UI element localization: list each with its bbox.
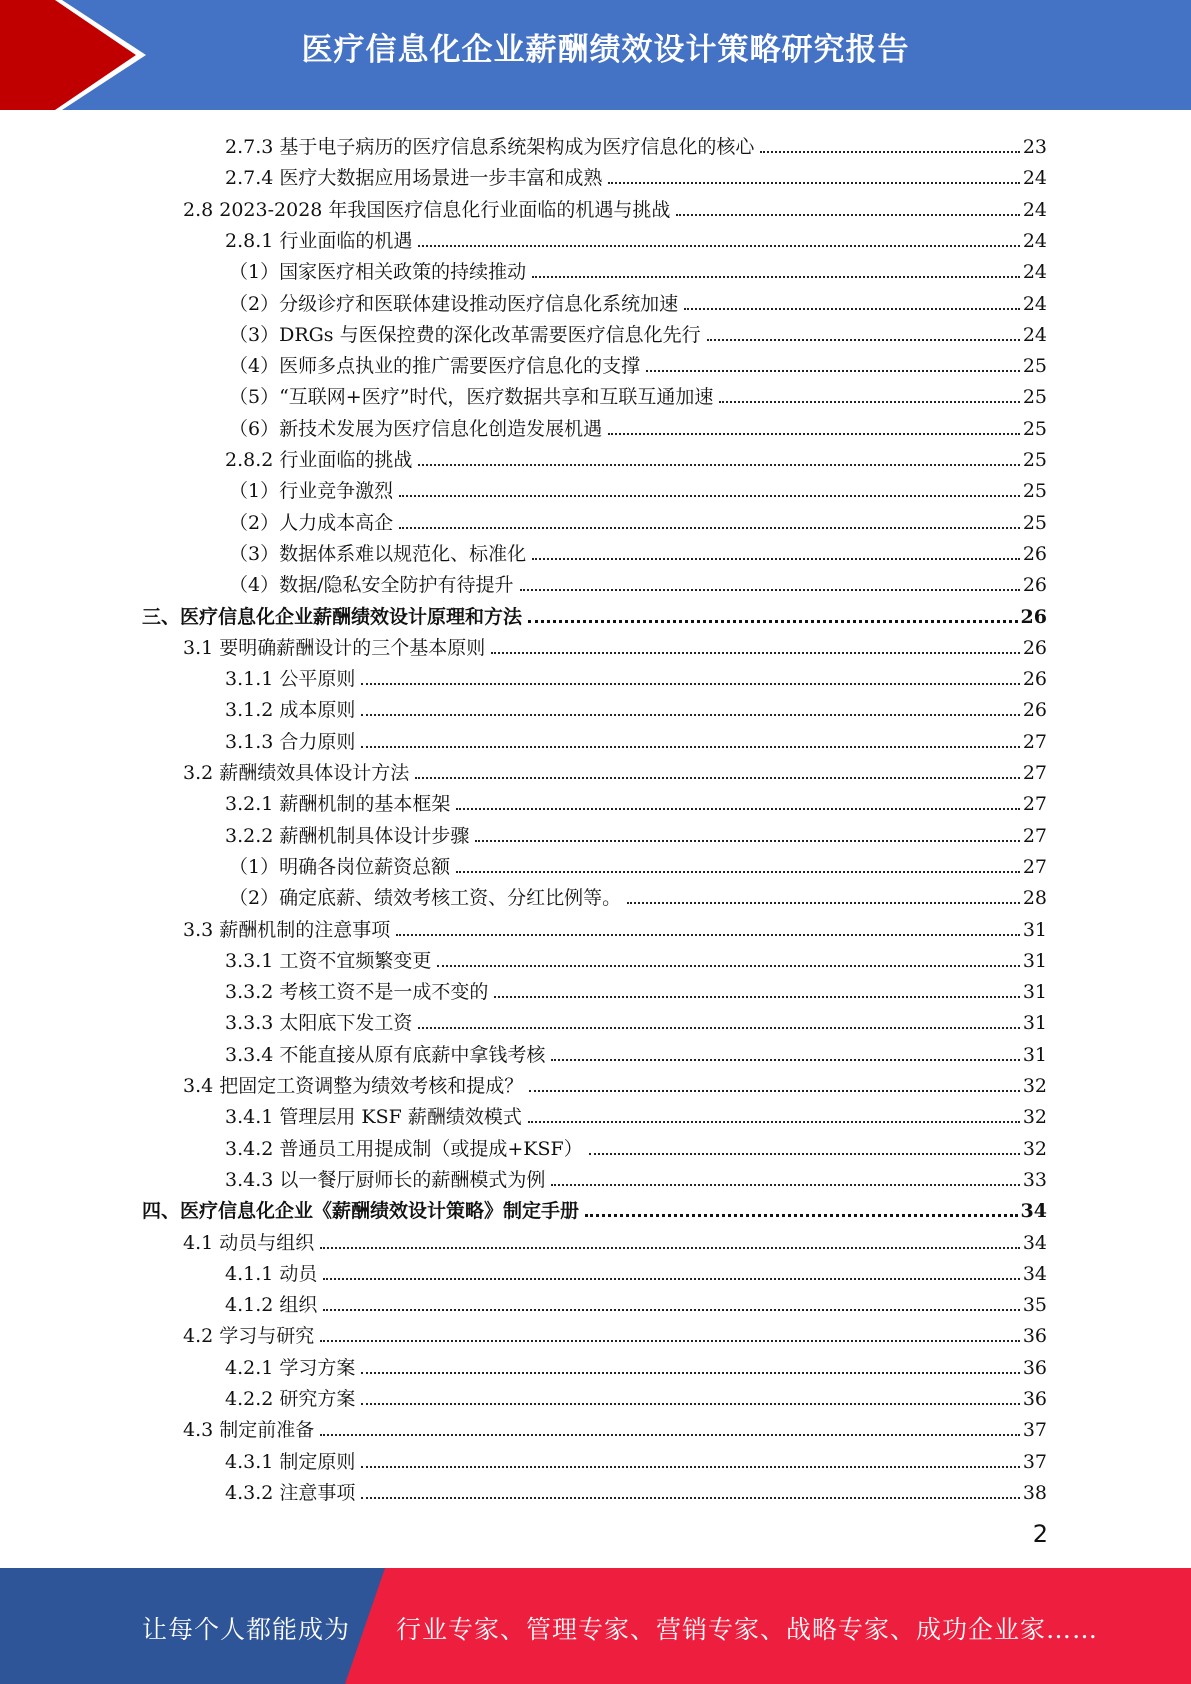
toc-entry-page: 26 <box>1022 636 1047 659</box>
toc-entry-page: 35 <box>1022 1294 1047 1317</box>
toc-entry[interactable] <box>229 409 1047 440</box>
toc-entry-page: 31 <box>1022 1012 1047 1035</box>
toc-entry-page: 37 <box>1022 1419 1047 1442</box>
toc-leader-dots <box>418 245 1019 247</box>
toc-entry-label: 3.2.2 薪酬机制具体设计步骤 <box>225 824 470 847</box>
toc-entry-label: 3.2.1 薪酬机制的基本框架 <box>225 793 451 816</box>
toc-entry-page: 37 <box>1022 1450 1047 1473</box>
toc-entry-label: 3.1 要明确薪酬设计的三个基本原则 <box>183 636 486 659</box>
toc-leader-dots <box>608 182 1019 184</box>
toc-entry-label: 三、医疗信息化企业薪酬绩效设计原理和方法 <box>142 605 523 628</box>
toc-entry[interactable] <box>142 1191 1047 1222</box>
toc-entry-page: 25 <box>1022 449 1047 471</box>
page-number: 2 <box>1032 1520 1048 1548</box>
toc-entry-label: （3）数据体系难以规范化、标准化 <box>229 542 527 565</box>
toc-leader-dots <box>361 1466 1019 1468</box>
toc-entry-label: （2）分级诊疗和医联体建设推动医疗信息化系统加速 <box>229 292 679 315</box>
toc-entry-label: 四、医疗信息化企业《薪酬绩效设计策略》制定手册 <box>142 1200 580 1223</box>
toc-leader-dots <box>520 589 1020 591</box>
toc-leader-dots <box>532 558 1020 560</box>
toc-entry[interactable] <box>225 1379 1047 1410</box>
toc-entry-page: 25 <box>1022 355 1047 378</box>
toc-entry-page: 26 <box>1022 668 1047 691</box>
toc-entry[interactable] <box>142 597 1047 628</box>
toc-entry-page: 27 <box>1022 793 1047 816</box>
toc-entry-page: 28 <box>1022 887 1047 910</box>
toc-entry-page: 34 <box>1022 1262 1047 1285</box>
toc-leader-dots <box>676 214 1019 216</box>
toc-entry-page: 24 <box>1022 229 1047 252</box>
toc-leader-dots <box>707 339 1020 341</box>
toc-leader-dots <box>532 276 1020 278</box>
toc-entry-label: 3.3.2 考核工资不是一成不变的 <box>225 981 489 1004</box>
toc-entry-label: 2.8.2 行业面临的挑战 <box>225 449 413 471</box>
toc-entry-page: 26 <box>1022 542 1047 565</box>
toc-entry-label: 4.1.1 动员 <box>225 1262 318 1285</box>
toc-entry[interactable] <box>229 847 1047 878</box>
toc-leader-dots <box>415 777 1020 779</box>
page-footer <box>0 1568 1191 1684</box>
toc-entry[interactable] <box>229 471 1047 502</box>
toc-entry-label: 3.3.3 太阳底下发工资 <box>225 1012 413 1035</box>
toc-leader-dots <box>361 683 1019 685</box>
toc-entry[interactable] <box>225 816 1047 847</box>
toc-leader-dots <box>323 1309 1019 1311</box>
toc-entry-page: 25 <box>1022 511 1047 534</box>
toc-entry-label: （1）国家医疗相关政策的持续推动 <box>229 261 527 284</box>
page-header <box>0 0 1191 110</box>
toc-entry[interactable] <box>183 910 1047 941</box>
toc-leader-dots <box>608 433 1020 435</box>
toc-entry[interactable] <box>225 1129 1047 1160</box>
toc-entry-label: 2.8.1 行业面临的机遇 <box>225 229 413 252</box>
toc-entry-label: 4.3.2 注意事项 <box>225 1481 356 1504</box>
footer-slogan-right: 行业专家、管理专家、营销专家、战略专家、成功企业家…… <box>396 1615 1099 1644</box>
toc-entry-label: 3.4.1 管理层用 KSF 薪酬绩效模式 <box>225 1106 522 1129</box>
toc-entry-label: 3.1.1 公平原则 <box>225 668 356 691</box>
toc-leader-dots <box>320 1340 1020 1342</box>
toc-entry[interactable] <box>183 1223 1047 1254</box>
toc-leader-dots <box>684 308 1020 310</box>
toc-entry-page: 24 <box>1022 167 1047 190</box>
toc-entry[interactable] <box>225 440 1047 471</box>
toc-entry[interactable] <box>183 1316 1047 1347</box>
toc-entry[interactable] <box>225 690 1047 721</box>
toc-entry-label: （4）医师多点执业的推广需要医疗信息化的支撑 <box>229 355 641 378</box>
toc-leader-dots <box>320 1247 1020 1249</box>
toc-entry-page: 27 <box>1022 730 1047 753</box>
toc-entry-page: 24 <box>1022 292 1047 315</box>
toc-entry[interactable] <box>229 252 1047 283</box>
toc-entry-label: （4）数据/隐私安全防护有待提升 <box>229 574 514 597</box>
toc-entry[interactable] <box>183 1066 1047 1097</box>
toc-leader-dots <box>719 401 1019 403</box>
toc-entry-label: 3.1.3 合力原则 <box>225 730 356 753</box>
toc-entry-page: 25 <box>1022 386 1047 409</box>
toc-entry-label: 3.3.1 工资不宜频繁变更 <box>225 949 432 972</box>
toc-entry-page: 31 <box>1022 918 1047 941</box>
toc-leader-dots <box>528 620 1018 623</box>
toc-leader-dots <box>456 871 1020 873</box>
toc-entry-label: 2.7.3 基于电子病历的医疗信息系统架构成为医疗信息化的核心 <box>225 136 755 158</box>
toc-entry[interactable] <box>225 1035 1047 1066</box>
toc-entry[interactable] <box>225 1442 1047 1473</box>
toc-leader-dots <box>437 965 1019 967</box>
toc-entry-page: 24 <box>1022 261 1047 284</box>
toc-leader-dots <box>551 1184 1019 1186</box>
toc-entry[interactable] <box>229 503 1047 534</box>
toc-entry-page: 31 <box>1022 981 1047 1004</box>
toc-entry[interactable] <box>183 190 1047 221</box>
toc-entry-page: 34 <box>1020 1200 1047 1223</box>
toc-entry-label: （2）确定底薪、绩效考核工资、分红比例等。 <box>229 887 622 910</box>
toc-leader-dots <box>361 1372 1019 1374</box>
toc-entry-page: 26 <box>1020 605 1047 628</box>
toc-entry-page: 36 <box>1022 1388 1047 1410</box>
toc-entry-page: 24 <box>1022 198 1047 221</box>
toc-leader-dots <box>399 527 1020 529</box>
toc-leader-dots <box>320 1434 1020 1436</box>
toc-leader-dots <box>551 1059 1019 1061</box>
toc-entry-label: 3.3 薪酬机制的注意事项 <box>183 918 391 941</box>
toc-entry-label: 4.3 制定前准备 <box>183 1419 315 1442</box>
toc-leader-dots <box>627 902 1020 904</box>
toc-entry-page: 31 <box>1022 1043 1047 1066</box>
toc-entry[interactable] <box>229 315 1047 346</box>
toc-entry-label: 3.4 把固定工资调整为绩效考核和提成？ <box>183 1075 524 1097</box>
toc-entry[interactable] <box>183 1410 1047 1441</box>
toc-entry-page: 27 <box>1022 824 1047 847</box>
toc-leader-dots <box>760 151 1019 153</box>
toc-entry-page: 27 <box>1022 762 1047 784</box>
toc-leader-dots <box>361 1403 1019 1405</box>
toc-entry[interactable] <box>225 1254 1047 1285</box>
toc-entry[interactable] <box>225 722 1047 753</box>
toc-entry[interactable] <box>225 1097 1047 1128</box>
toc-leader-dots <box>528 1121 1020 1123</box>
toc-entry-page: 36 <box>1022 1325 1047 1348</box>
toc-leader-dots <box>418 1027 1019 1029</box>
toc-leader-dots <box>491 652 1020 654</box>
toc-entry-label: 4.2.1 学习方案 <box>225 1356 356 1379</box>
toc-entry-label: 2.7.4 医疗大数据应用场景进一步丰富和成熟 <box>225 167 603 190</box>
toc-entry-label: 4.2 学习与研究 <box>183 1325 315 1348</box>
toc-entry-page: 25 <box>1022 417 1047 440</box>
toc-entry-page: 36 <box>1022 1356 1047 1379</box>
toc-leader-dots <box>589 1153 1020 1155</box>
toc-entry-page: 26 <box>1022 699 1047 722</box>
document-title: 医疗信息化企业薪酬绩效设计策略研究报告 <box>301 32 910 68</box>
toc-entry[interactable] <box>225 1348 1047 1379</box>
toc-entry[interactable] <box>183 628 1047 659</box>
toc-entry[interactable] <box>225 127 1047 158</box>
toc-leader-dots <box>399 495 1020 497</box>
toc-entry-label: （1）行业竞争激烈 <box>229 480 394 503</box>
toc-leader-dots <box>475 840 1019 842</box>
toc-entry-label: （6）新技术发展为医疗信息化创造发展机遇 <box>229 417 603 440</box>
toc-leader-dots <box>418 464 1019 466</box>
toc-entry-page: 38 <box>1022 1481 1047 1504</box>
toc-entry[interactable] <box>225 784 1047 815</box>
toc-entry-page: 32 <box>1022 1106 1047 1129</box>
toc-entry-label: 3.1.2 成本原则 <box>225 699 356 722</box>
toc-entry-page: 24 <box>1022 323 1047 346</box>
toc-leader-dots <box>361 1497 1019 1499</box>
toc-entry-label: （1）明确各岗位薪资总额 <box>229 855 451 878</box>
toc-entry[interactable] <box>225 221 1047 252</box>
toc-leader-dots <box>529 1090 1020 1092</box>
toc-entry-page: 32 <box>1022 1137 1047 1160</box>
toc-entry-label: 3.3.4 不能直接从原有底薪中拿钱考核 <box>225 1043 546 1066</box>
toc-entry-label: 4.1.2 组织 <box>225 1294 318 1317</box>
toc-entry-label: 4.1 动员与组织 <box>183 1231 315 1254</box>
footer-slogan-left: 让每个人都能成为 <box>142 1615 351 1644</box>
toc-leader-dots <box>456 808 1019 810</box>
toc-entry[interactable] <box>225 1285 1047 1316</box>
toc-entry[interactable] <box>229 878 1047 909</box>
toc-entry[interactable] <box>225 1473 1047 1504</box>
toc-entry-label: 4.2.2 研究方案 <box>225 1388 356 1410</box>
toc-entry-label: 3.2 薪酬绩效具体设计方法 <box>183 762 410 784</box>
toc-entry-page: 31 <box>1022 949 1047 972</box>
toc-entry[interactable] <box>225 1003 1047 1034</box>
toc-entry[interactable] <box>229 377 1047 408</box>
toc-entry-label: 3.4.2 普通员工用提成制（或提成+KSF） <box>225 1137 583 1160</box>
toc-entry[interactable] <box>225 941 1047 972</box>
toc-entry[interactable] <box>225 659 1047 690</box>
toc-entry[interactable] <box>225 1160 1047 1191</box>
toc-entry[interactable] <box>225 158 1047 189</box>
toc-leader-dots <box>494 996 1019 998</box>
toc-leader-dots <box>646 370 1020 372</box>
toc-entry-label: 3.4.3 以一餐厅厨师长的薪酬模式为例 <box>225 1168 546 1191</box>
toc-entry-page: 34 <box>1022 1231 1047 1254</box>
toc-leader-dots <box>361 714 1019 716</box>
toc-entry-label: 4.3.1 制定原则 <box>225 1450 356 1473</box>
toc-entry-page: 25 <box>1022 480 1047 503</box>
toc-entry[interactable] <box>229 284 1047 315</box>
toc-entry[interactable] <box>225 972 1047 1003</box>
toc-leader-dots <box>361 746 1019 748</box>
toc-entry[interactable] <box>229 346 1047 377</box>
toc-leader-dots <box>396 934 1020 936</box>
toc-entry[interactable] <box>229 534 1047 565</box>
toc-entry-label: 2.8 2023-2028 年我国医疗信息化行业面临的机遇与挑战 <box>183 198 671 221</box>
toc-entry-page: 32 <box>1022 1075 1047 1097</box>
toc-entry-page: 33 <box>1022 1168 1047 1191</box>
toc-entry-label: （2）人力成本高企 <box>229 511 394 534</box>
toc-entry-page: 27 <box>1022 855 1047 878</box>
toc-entry[interactable] <box>229 565 1047 596</box>
toc-entry-label: （3）DRGs 与医保控费的深化改革需要医疗信息化先行 <box>229 323 701 346</box>
toc-entry-page: 23 <box>1022 136 1047 158</box>
toc-entry-label: （5）“互联网+医疗”时代，医疗数据共享和互联互通加速 <box>229 386 714 409</box>
toc-entry[interactable] <box>183 753 1047 784</box>
toc-leader-dots <box>585 1214 1018 1217</box>
toc-entry-page: 26 <box>1022 574 1047 597</box>
toc-leader-dots <box>323 1278 1019 1280</box>
